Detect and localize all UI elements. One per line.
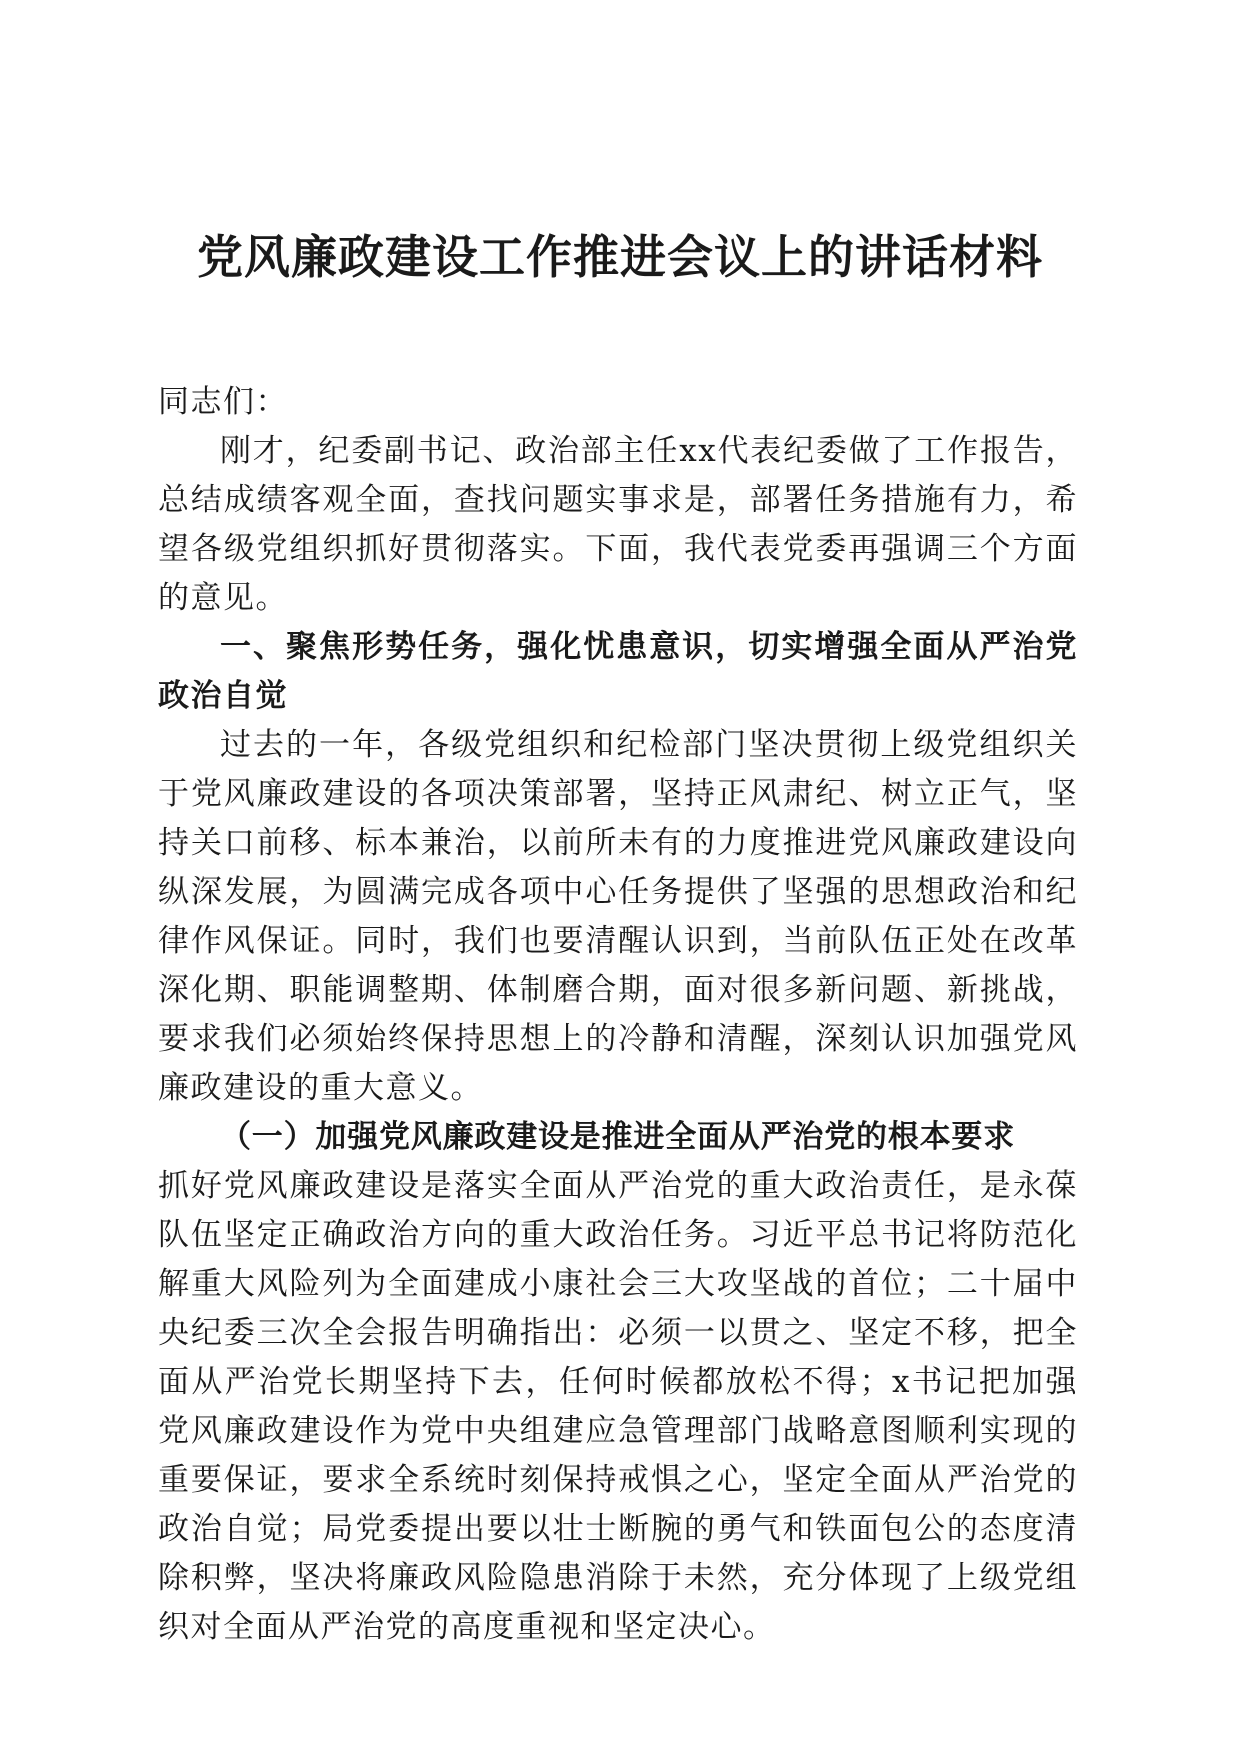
document-body	[158, 378, 1078, 1652]
document-title: 党风廉政建设工作推进会议上的讲话材料	[197, 230, 1043, 284]
subsection-heading-1: （一）加强党风廉政建设是推进全面从严治党的根本要求	[220, 1119, 1015, 1155]
intro-paragraph: 刚才，纪委副书记、政治部主任xx代表纪委做了工作报告，总结成绩客观全面，查找问题实事求是，部署任务措施有力，希望各级党组织抓好贯彻落实。下面，我代表党委再强调三个方面的意见。	[158, 433, 1078, 616]
salutation: 同志们：	[158, 384, 288, 420]
section-heading-1: 一、聚焦形势任务，强化忧患意识，切实增强全面从严治党政治自觉	[158, 629, 1078, 714]
section-1-paragraph: 过去的一年，各级党组织和纪检部门坚决贯彻上级党组织关于党风廉政建设的各项决策部署，坚持正风肃纪、树立正气，坚持关口前移、标本兼治，以前所未有的力度推进党风廉政建设向纵深发展，为圆满完成各项中心任务提供了坚强的思想政治和纪律作风保证。同时，我们也要清醒认识到，当前队伍正处在改革深化期、职能调整期、体制磨合期，面对很多新问题、新挑战，要求我们必须始终保持思想上的冷静和清醒，深刻认识加强党风廉政建设的重大意义。	[158, 727, 1078, 1106]
subsection-1-paragraph: 抓好党风廉政建设是落实全面从严治党的重大政治责任，是永葆队伍坚定正确政治方向的重大政治任务。习近平总书记将防范化解重大风险列为全面建成小康社会三大攻坚战的首位；二十届中央纪委三次全会报告明确指出：必须一以贯之、坚定不移，把全面从严治党长期坚持下去，任何时候都放松不得；x书记把加强党风廉政建设作为党中央组建应急管理部门战略意图顺利实现的重要保证，要求全系统时刻保持戒惧之心，坚定全面从严治党的政治自觉；局党委提出要以壮士断腕的勇气和铁面包公的态度清除积弊，坚决将廉政风险隐患消除于未然，充分体现了上级党组织对全面从严治党的高度重视和坚定决心。	[158, 1168, 1078, 1645]
